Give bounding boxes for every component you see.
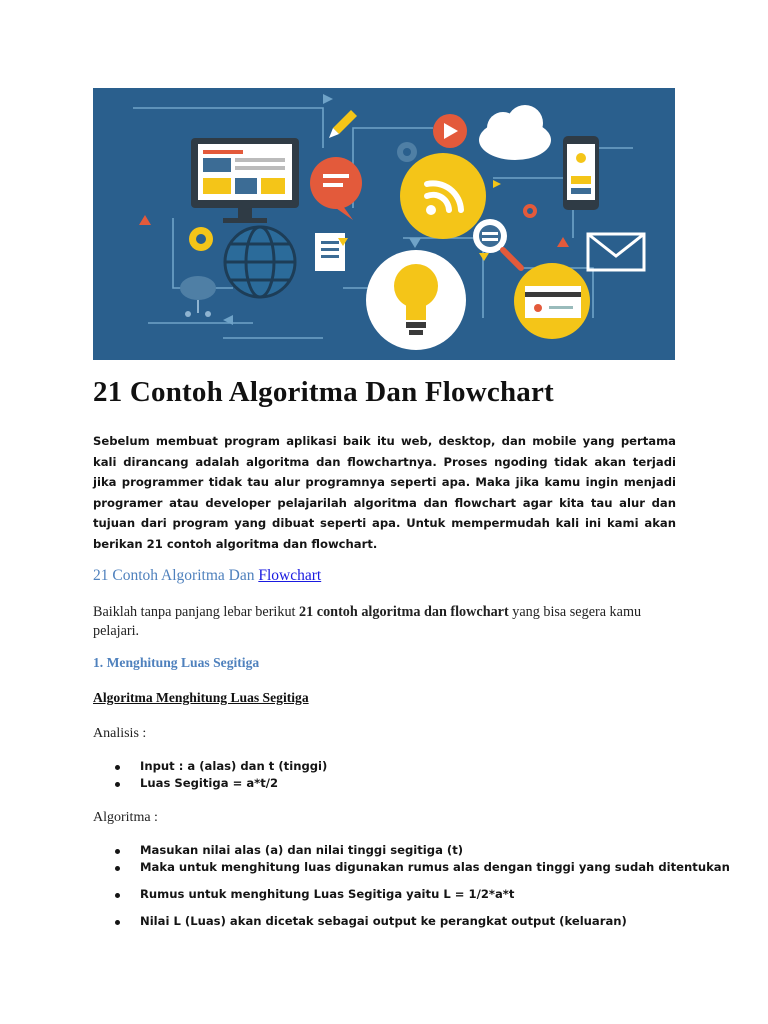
section-heading xyxy=(93,567,321,585)
bullet-icon xyxy=(115,920,120,925)
page-title: 21 Contoh Algoritma Dan Flowchart xyxy=(93,376,554,408)
subheading: 1. Menghitung Luas Segitiga xyxy=(93,655,260,670)
paragraph-text-end: yang bisa segera kamu pelajari. xyxy=(93,604,642,639)
smartphone-icon xyxy=(563,136,599,210)
list-item-text: Luas Segitiga = a*t/2 xyxy=(140,776,279,790)
bullet-icon xyxy=(115,765,120,770)
bullet-icon xyxy=(115,893,120,898)
bullet-icon xyxy=(115,849,120,854)
section-heading-text: 21 Contoh Algoritma Dan xyxy=(93,567,259,584)
bullet-icon xyxy=(115,866,120,871)
list-item-text: Input : a (alas) dan t (tinggi) xyxy=(140,759,328,773)
list-item-text: Maka untuk menghitung luas digunakan rumus alas dengan tinggi yang sudah ditentukan xyxy=(140,860,730,874)
intro-paragraph: Sebelum membuat program aplikasi baik itu web, desktop, dan mobile yang pertama kali dirancang adalah algoritma dan flowchartnya. Proses ngoding tidak akan terjadi jika programmer tidak tau alur programnya seperti apa. Maka jika kamu ingin menjadi programer atau developer pelajarilah algoritma dan flowchart agar kita tau alur dan tujuan dari program yang dibuat seperti apa. Untuk mempermudah kali ini kami akan berikan 21 contoh algoritma dan flowchart. xyxy=(93,434,676,551)
wifi-icon xyxy=(400,153,486,239)
globe-icon xyxy=(225,227,295,297)
hero-illustration xyxy=(93,88,675,360)
list-item xyxy=(112,842,730,859)
play-icon xyxy=(433,114,467,148)
lightbulb-icon xyxy=(366,250,466,350)
algoritma-label: Algoritma : xyxy=(93,810,158,825)
analisis-list xyxy=(112,758,327,792)
list-item xyxy=(112,913,730,930)
paragraph-bold-text: 21 contoh algoritma dan flowchart xyxy=(299,604,509,620)
bullet-icon xyxy=(115,782,120,787)
flowchart-link[interactable]: Flowchart xyxy=(258,567,322,584)
list-item xyxy=(112,775,327,792)
credit-card-icon xyxy=(514,263,590,339)
algoritma-list xyxy=(112,842,730,930)
list-item xyxy=(112,859,730,876)
list-item-text: Rumus untuk menghitung Luas Segitiga yaitu L = 1/2*a*t xyxy=(140,887,515,901)
analisis-label: Analisis : xyxy=(93,726,147,741)
algorithm-title: Algoritma Menghitung Luas Segitiga xyxy=(93,690,309,705)
list-item xyxy=(112,886,730,903)
body-paragraph xyxy=(93,603,673,640)
list-item-text: Nilai L (Luas) akan dicetak sebagai output ke perangkat output (keluaran) xyxy=(140,914,627,928)
list-item xyxy=(112,758,327,775)
gear-icon xyxy=(189,227,213,251)
list-item-text: Masukan nilai alas (a) dan nilai tinggi segitiga (t) xyxy=(140,843,464,857)
paragraph-text: Baiklah tanpa panjang lebar berikut xyxy=(93,604,300,620)
